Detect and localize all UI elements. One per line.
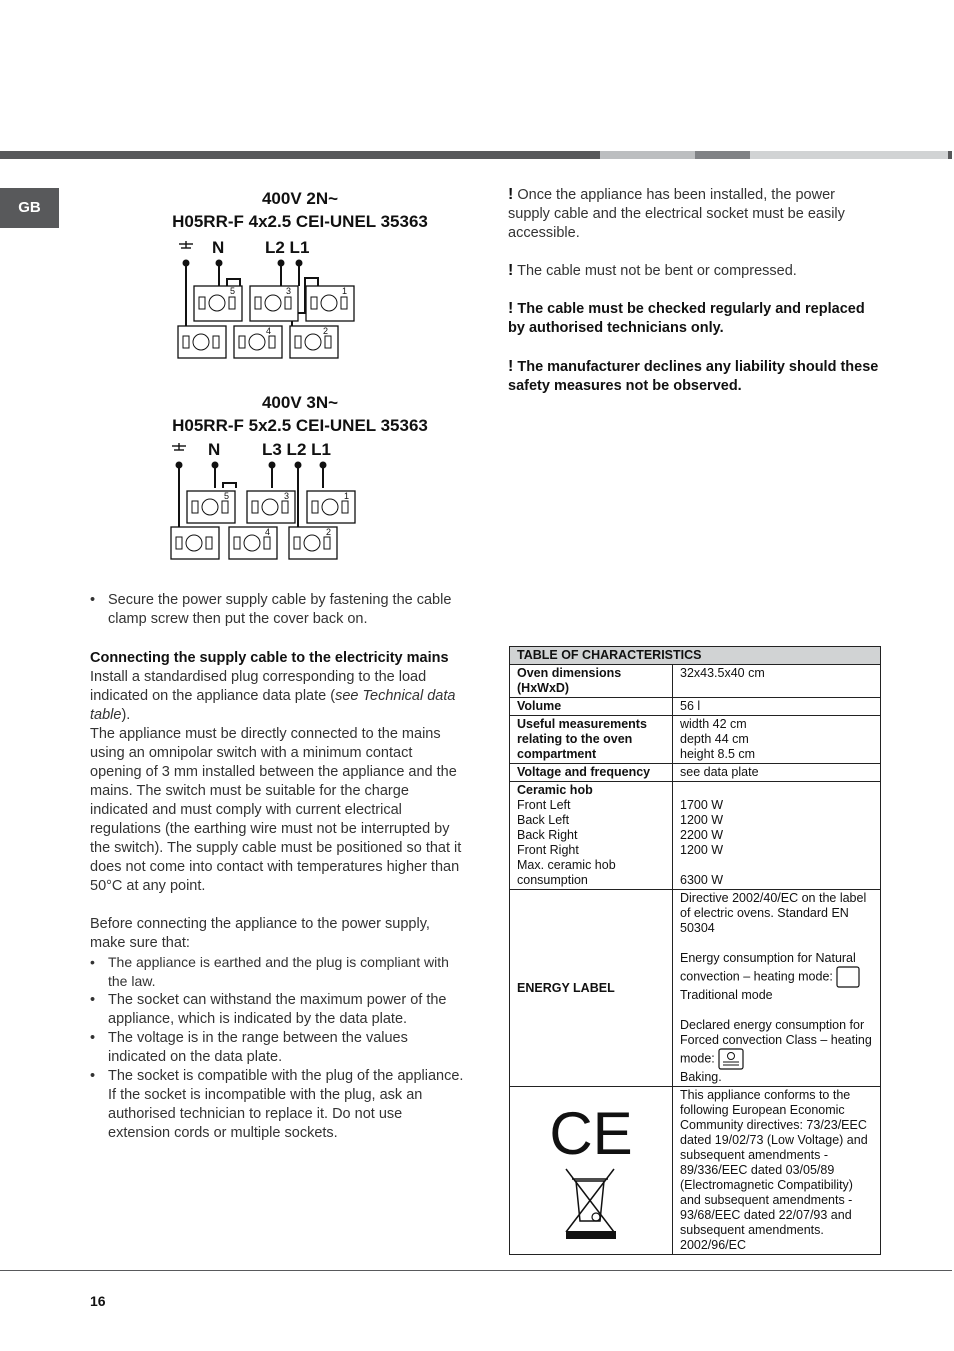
row-value: 32x43.5x40 cm — [673, 665, 881, 698]
terminal-2: 2 — [326, 527, 332, 537]
row-label — [510, 782, 673, 890]
terminal-1: 1 — [342, 286, 348, 296]
warning-1 — [508, 185, 880, 243]
hob-zone-value: 1700 W — [680, 798, 724, 812]
traditional-mode-icon — [836, 966, 860, 988]
terminal-1: 1 — [344, 491, 350, 501]
hob-title: Ceramic hob — [517, 783, 593, 797]
energy-natural-mode: Traditional mode — [680, 988, 773, 1002]
energy-forced-mode: Baking. — [680, 1070, 722, 1084]
diagram2-title — [90, 391, 510, 437]
terminal-5: 5 — [230, 286, 236, 296]
row-label: Voltage and frequency — [510, 764, 673, 782]
row-label: Useful measurements relating to the oven compartment — [510, 716, 673, 764]
paragraph-before-connecting: Before connecting the appliance to the power supply, make sure that: — [90, 916, 430, 951]
row-value — [673, 716, 881, 764]
table-row — [510, 1087, 881, 1255]
wiring-diagram-3n — [165, 438, 365, 563]
warning-text: The cable must be checked regularly and replaced by authorised technicians only. — [508, 301, 865, 336]
row-label: Oven dimensions (HxWxD) — [510, 665, 673, 698]
row-label: ENERGY LABEL — [510, 890, 673, 1087]
top-bar-mid-segment — [695, 151, 750, 159]
label-l3-l2-l1: L3 L2 L1 — [262, 440, 331, 459]
check-bullet: • The appliance is earthed and the plug is compliant with the law. — [90, 953, 465, 991]
terminal-4: 4 — [266, 326, 272, 336]
check-bullet: • The socket can withstand the maximum power of the appliance, which is indicated by the data plate. — [90, 991, 465, 1029]
terminal-3: 3 — [284, 491, 290, 501]
paragraph-plug — [90, 668, 465, 725]
crossed-bin-icon — [566, 1169, 616, 1239]
label-n: N — [208, 440, 221, 459]
table-row — [510, 782, 881, 890]
hob-max-value: 6300 W — [680, 873, 724, 887]
warning-mark: ! — [508, 358, 514, 375]
ce-mark-icon — [549, 1099, 633, 1239]
top-bar-lighter-segment — [750, 151, 948, 159]
energy-natural — [680, 951, 873, 1003]
diagram1-title-line1: 400V 2N~ — [261, 189, 339, 208]
paragraph-omnipolar: The appliance must be directly connected to the mains using an omnipolar switch with a minimum contact opening of 3 mm installed between the appliance and the mains. The switch must be suitable for the charge indicated and must comply with current electrical regulations (the earthing wire must not be interrupted by the switch). The supply cable must be positioned so that it does not come into contact with temperatures higher than 50°C at any point. — [90, 726, 462, 894]
hob-zone-value: 1200 W — [680, 843, 724, 857]
table-row — [510, 698, 881, 716]
language-tab: GB — [0, 188, 59, 228]
hob-zone-label: Front Right — [517, 843, 579, 857]
page-number: 16 — [90, 1293, 106, 1309]
para1-end: ). — [121, 707, 131, 723]
table-row — [510, 716, 881, 764]
row-value — [673, 890, 881, 1087]
top-bar-light-segment — [600, 151, 695, 159]
secure-cable-bullet — [90, 591, 465, 629]
useful-height: height 8.5 cm — [680, 747, 756, 761]
wiring-diagram-2n — [170, 236, 370, 361]
warning-mark: ! — [508, 262, 514, 279]
table-row — [510, 890, 881, 1087]
warning-text: Once the appliance has been installed, the power supply cable and the electrical socket must be easily accessible. — [508, 187, 845, 241]
bullet-text: • Secure the power supply cable by fastening the cable clamp screw then put the cover back on. — [90, 591, 465, 629]
diagram2-title-line2: H05RR-F 5x2.5 CEI-UNEL 35363 — [172, 416, 428, 435]
conformity-text: This appliance conforms to the following European Economic Community directives: 73/23/EEC dated 19/02/73 (Low Voltage) and subsequent amendments - 89/336/EEC dated 03/05/89 (Electromagnetic Compatibility) and subsequent amendments - 93/68/EEC dated 22/07/93 and subsequent amendments. 2002/96/EC — [673, 1087, 881, 1255]
hob-zone-value: 2200 W — [680, 828, 724, 842]
table-row — [510, 665, 881, 698]
row-value: see data plate — [673, 764, 881, 782]
energy-natural-text: Energy consumption for Natural convection – heating mode: — [680, 951, 856, 984]
useful-depth: depth 44 cm — [680, 732, 749, 746]
top-bar-end-segment — [948, 151, 952, 159]
warning-text: The manufacturer declines any liability should these safety measures not be observed. — [508, 359, 879, 394]
terminal-3: 3 — [286, 286, 292, 296]
energy-forced-text: Declared energy consumption for Forced convection Class – heating mode: — [680, 1018, 872, 1066]
ce-mark-text: CE — [549, 1100, 633, 1167]
label-l2-l1: L2 L1 — [265, 238, 310, 257]
hob-zone-label: Back Right — [517, 828, 578, 842]
warning-4 — [508, 357, 880, 396]
baking-mode-icon — [718, 1048, 744, 1070]
warning-mark: ! — [508, 186, 514, 203]
check-bullet: • The voltage is in the range between the values indicated on the data plate. — [90, 1029, 465, 1067]
hob-zone-label: Front Left — [517, 798, 571, 812]
top-bar-dark-segment — [0, 151, 600, 159]
energy-directive: Directive 2002/40/EC on the label of electric ovens. Standard EN 50304 — [680, 891, 867, 935]
row-value: 56 l — [673, 698, 881, 716]
hob-zone-label: Back Left — [517, 813, 570, 827]
para1-italic: see Technical data table — [90, 688, 456, 723]
diagram2-title-line1: 400V 3N~ — [261, 393, 339, 412]
earth-symbol-icon — [179, 241, 193, 248]
warning-mark: ! — [508, 300, 514, 317]
diagram1-title — [90, 187, 510, 233]
row-value — [673, 782, 881, 890]
energy-forced — [680, 1018, 873, 1085]
warning-3 — [508, 299, 880, 338]
warning-2 — [508, 261, 880, 281]
characteristics-table — [509, 646, 881, 1255]
table-title: TABLE OF CHARACTERISTICS — [510, 647, 881, 665]
terminal-4: 4 — [265, 527, 271, 537]
conformity-marks — [510, 1087, 673, 1255]
useful-width: width 42 cm — [680, 717, 747, 731]
warning-text: The cable must not be bent or compressed. — [517, 263, 797, 279]
footer-rule — [0, 1270, 952, 1271]
label-n: N — [212, 238, 225, 257]
connecting-section — [90, 649, 465, 1143]
terminal-5: 5 — [224, 491, 230, 501]
hob-max-label: Max. ceramic hob consumption — [517, 858, 616, 887]
earth-symbol-icon — [172, 443, 186, 450]
row-label: Volume — [510, 698, 673, 716]
check-bullet: • The socket is compatible with the plug of the appliance. If the socket is incompatible with the plug, ask an authorised technician to replace it. Do not use extension cords or multiple sockets. — [90, 1067, 465, 1143]
table-row — [510, 764, 881, 782]
para1-text: Install a standardised plug corresponding to the load indicated on the appliance data plate ( — [90, 669, 427, 704]
diagram1-title-line2: H05RR-F 4x2.5 CEI-UNEL 35363 — [172, 212, 428, 231]
hob-zone-value: 1200 W — [680, 813, 724, 827]
terminal-2: 2 — [323, 326, 329, 336]
section-heading: Connecting the supply cable to the electricity mains — [90, 650, 449, 666]
